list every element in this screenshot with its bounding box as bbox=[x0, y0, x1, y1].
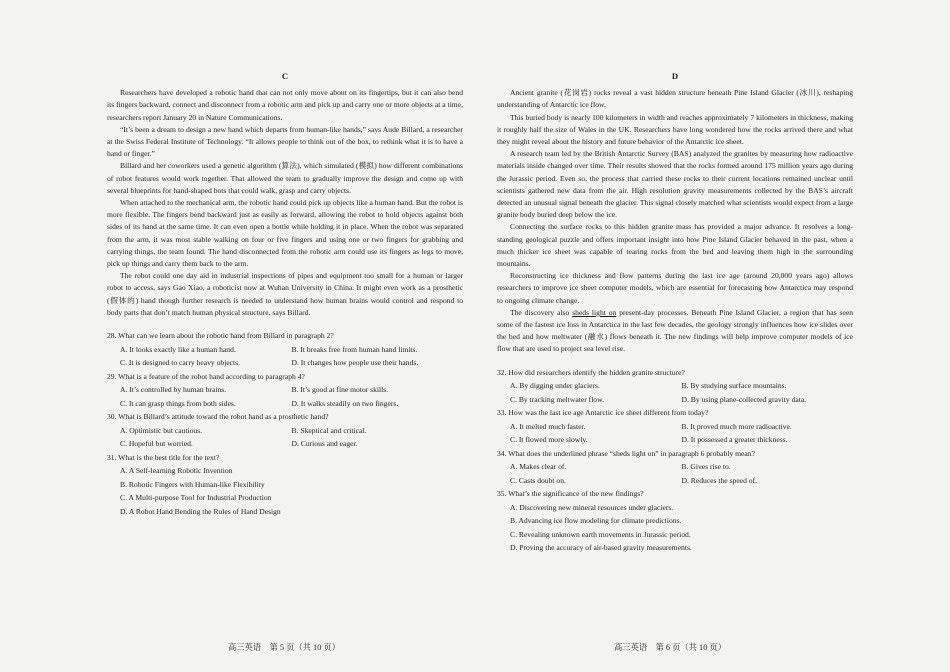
underlined-phrase: sheds light on bbox=[572, 307, 617, 317]
section-title-d: D bbox=[671, 71, 679, 81]
question-stem: 29. What is a feature of the robot hand according to paragraph 4? bbox=[107, 371, 305, 381]
right-column bbox=[497, 70, 853, 555]
option: C. It flowed more slowly. bbox=[510, 435, 588, 445]
section-title-c: C bbox=[281, 71, 289, 81]
paragraph: “It’s been a dream to design a new hand which departs from human-like hands,” says Aude Billard, a researcher at the Swiss Federal Institute of Technology. “It allows people to think out of the box, to rethink what it is to have a hand or finger.” bbox=[107, 124, 463, 159]
option-list bbox=[497, 379, 853, 406]
paragraph: This buried body is nearly 100 kilometers in width and reaches approximately 7 kilometers in thickness, making it roughly half the size of Wales in the UK. Researchers have long wondered how the rocks arrived there and what they might reveal about the history and future behavior of the Antarctic ice sheet. bbox=[497, 112, 853, 147]
question bbox=[497, 487, 853, 555]
question-stem: 34. What does the underlined phrase “sheds light on” in paragraph 6 probably mean? bbox=[497, 448, 755, 458]
option-list bbox=[497, 420, 853, 447]
option: A. It looks exactly like a human hand. bbox=[120, 344, 236, 354]
question-stem: 32. How did researchers identify the hidden granite structure? bbox=[497, 367, 685, 377]
option: C. It is designed to carry heavy objects. bbox=[120, 358, 240, 368]
option: B. Skeptical and critical. bbox=[291, 425, 367, 435]
paragraph-text: present-day processes. Beneath Pine Island Glacier, a region that has seen some of the fastest ice loss in Antarctica in the last few decades, the geology strongly influences how ice slides over the bed and how meltwater (融水) flows beneath it. The new findings will help improve computer models of ice flow that are used to project sea level rise. bbox=[497, 307, 853, 354]
option: B. It proved much more radioactive. bbox=[681, 421, 792, 431]
question bbox=[497, 406, 853, 447]
passage-d bbox=[497, 87, 853, 355]
option: B. Advancing ice flow modeling for climate predictions. bbox=[510, 516, 682, 526]
question bbox=[107, 329, 463, 370]
paragraph: The robot could one day aid in industrial inspections of pipes and equipment too small for a human or larger robot to access, says Gao Xiao, a roboticist now at Wuhan University in China. It might even work as a prosthetic (假体的) hand though further research is needed to understand how human brains would control and respond to body parts that don’t match human physical structure, says Billard. bbox=[107, 271, 463, 317]
question bbox=[497, 366, 853, 407]
option: D. Reduces the speed of. bbox=[681, 475, 757, 485]
option-list bbox=[107, 464, 463, 518]
option: C. By tracking meltwater flow. bbox=[510, 394, 604, 404]
option: A. It’s controlled by human brains. bbox=[120, 385, 227, 395]
option: A. It melted much faster. bbox=[510, 421, 586, 431]
option: D. A Robot Hand Bending the Rules of Hand Design bbox=[120, 506, 281, 516]
option: B. Gives rise to. bbox=[681, 462, 731, 472]
questions-c bbox=[107, 329, 463, 518]
option-list bbox=[107, 383, 463, 410]
question-stem: 31. What is the best title for the text? bbox=[107, 452, 220, 462]
option: B. It breaks free from human hand limits. bbox=[291, 344, 418, 354]
question-stem: 28. What can we learn about the robotic hand from Billard in paragraph 2? bbox=[107, 331, 334, 341]
paragraph bbox=[497, 307, 853, 356]
question-stem: 33. How was the last ice age Antarctic ice sheet different from today? bbox=[497, 408, 709, 418]
option: A. Optimistic but cautious. bbox=[120, 425, 203, 435]
option-list bbox=[497, 501, 853, 555]
option: D. Curious and eager. bbox=[291, 439, 358, 449]
option-list bbox=[107, 343, 463, 370]
option: A. Discovering new mineral resources under glaciers. bbox=[510, 502, 674, 512]
option: D. By using plane-collected gravity data. bbox=[681, 394, 807, 404]
paragraph: Reconstructing ice thickness and flow patterns during the last ice age (around 20,000 years ago) allows researchers to improve ice sheet computer models, which are essential for forecasting how Antarctica may respond to ongoing climate change. bbox=[497, 271, 853, 305]
question-stem: 35. What’s the significance of the new findings? bbox=[497, 489, 644, 499]
questions-d bbox=[497, 366, 853, 555]
option: D. It walks steadily on two fingers. bbox=[291, 398, 399, 408]
page-footer-left: 高三英语 第 5 页（共 10 页） bbox=[228, 643, 341, 652]
question bbox=[497, 447, 853, 488]
question-stem: 30. What is Billard’s attitude toward the robot hand as a prosthetic hand? bbox=[107, 412, 329, 422]
option: B. Robotic Fingers with Human-like Flexibility bbox=[120, 479, 265, 489]
option: C. It can grasp things from both sides. bbox=[120, 398, 236, 408]
paragraph: Ancient granite (花岗岩) rocks reveal a vast hidden structure beneath Pine Island Glacier (冰川), reshaping understanding of Antarctic ice flow. bbox=[497, 88, 853, 110]
option: D. It changes how people use their hands. bbox=[291, 358, 419, 368]
left-column bbox=[107, 70, 463, 518]
option-list bbox=[497, 460, 853, 487]
question bbox=[107, 451, 463, 519]
option: A. Makes clear of. bbox=[510, 462, 567, 472]
option: C. Casts doubt on. bbox=[510, 475, 566, 485]
question bbox=[107, 410, 463, 451]
option: C. Revealing unknown earth movements in Jurassic period. bbox=[510, 529, 691, 539]
option: A. A Self-learning Robotic Invention bbox=[120, 466, 233, 476]
option: C. A Multi-purpose Tool for Industrial Production bbox=[120, 493, 272, 503]
option: B. By studying surface mountains. bbox=[681, 381, 787, 391]
option-list bbox=[107, 424, 463, 451]
paragraph: Researchers have developed a robotic hand that can not only move about on its fingertips, but it can also bend its fingers backward, connect and disconnect from a robotic arm and pick up and carry one or more objects at a time, researchers report January 20 in Nature Communications. bbox=[107, 88, 463, 122]
question bbox=[107, 370, 463, 411]
option: B. It’s good at fine motor skills. bbox=[291, 385, 389, 395]
paragraph: When attached to the mechanical arm, the robotic hand could pick up objects like a human hand. But the robot is more flexible. The fingers bend backward just as easily as forward, allowing the robot to hold objects against both sides of its hand at the same time. It can even open a bottle while holding it in place. When the robot was separated from the arm, it was most stable walking on four or five fingers and using one or two fingers for grabbing and carrying things, the team found. The hand disconnected from the robotic arm could use its fingers as legs to move, pick up things and carry them back to the arm. bbox=[107, 198, 463, 269]
option: D. Proving the accuracy of air-based gravity measurements. bbox=[510, 543, 692, 553]
option: A. By digging under glaciers. bbox=[510, 381, 600, 391]
passage-c bbox=[107, 87, 463, 319]
paragraph-text: The discovery also bbox=[510, 307, 573, 317]
paragraph: Billard and her coworkers used a genetic algorithm (算法), which simulated (模拟) how different combinations of robot features would work together. That allowed the team to gradually improve the design and come up with several blueprints for hand-shaped bots that could walk, grasp and carry objects. bbox=[107, 161, 463, 195]
paragraph: A research team led by the British Antarctic Survey (BAS) analyzed the granites by measuring how radioactive materials inside changed over time. Their results showed that the rocks formed around 175 million years ago during the Jurassic period. Even so, the process that carried these rocks to their current locations remained unclear until scientists gathered new data from the air. High resolution gravity measurements collected by the BAS’s aircraft detected an unusual signal beneath the glacier. This signal closely matched what scientists would expect from a large granite body buried deep below the ice. bbox=[497, 149, 853, 220]
option: D. It possessed a greater thickness. bbox=[681, 435, 788, 445]
option: C. Hopeful but worried. bbox=[120, 439, 193, 449]
paragraph: Connecting the surface rocks to this hidden granite mass has provided a major advance. It resolves a long-standing geological puzzle and offers important insight into how Pine Island Glacier behaved in the past, when a much thicker ice sheet was capable of tearing rocks from the bed and leaving them high in the surrounding mountains. bbox=[497, 222, 853, 269]
page-footer-right: 高三英语 第 6 页（共 10 页） bbox=[614, 643, 727, 652]
